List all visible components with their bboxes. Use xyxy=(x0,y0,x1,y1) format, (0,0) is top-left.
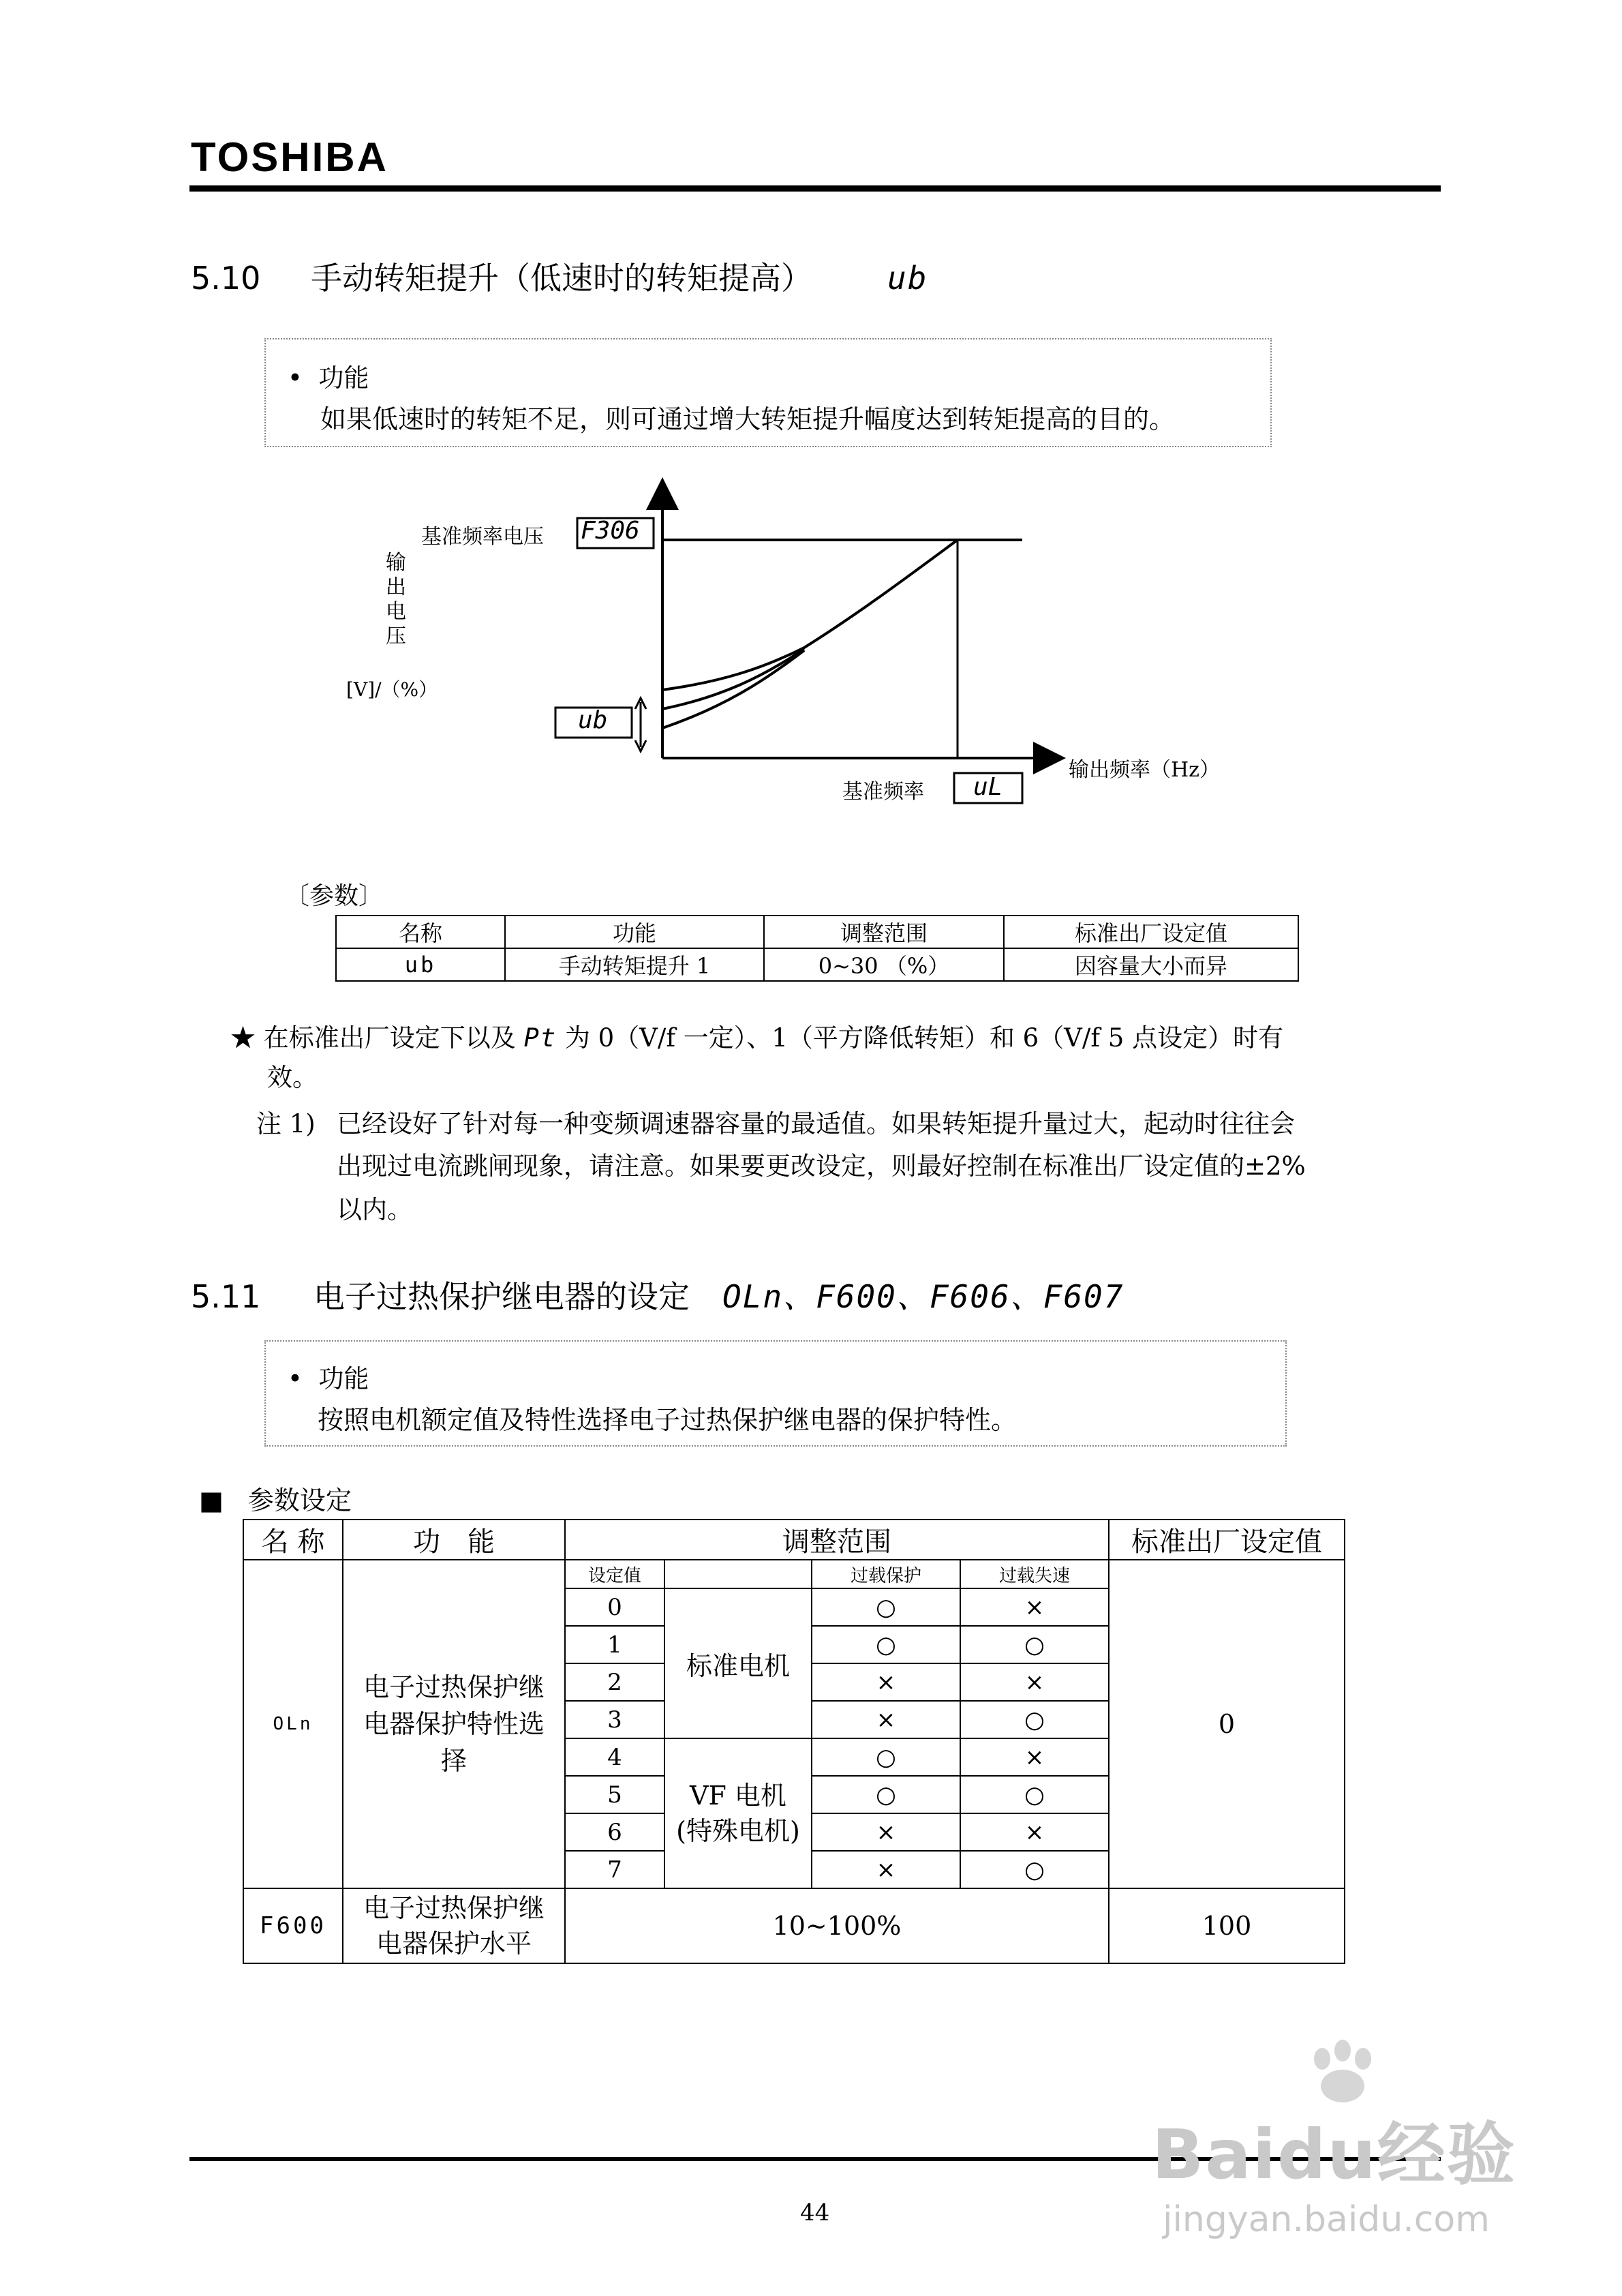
boost-curve-high xyxy=(662,540,958,690)
subheader-group xyxy=(664,1560,812,1588)
table-header-row xyxy=(336,916,1298,948)
header-function: 功 能 xyxy=(343,1520,565,1560)
cell-range: 0~30 （%） xyxy=(764,948,1004,981)
note-line-3: 以内。 xyxy=(337,1195,412,1224)
stall-mark: ○ xyxy=(960,1701,1109,1738)
header-range: 调整范围 xyxy=(764,916,1004,948)
page-number: 44 xyxy=(800,2199,830,2226)
overload-mark: ○ xyxy=(812,1588,960,1626)
function-description: 按照电机额定值及特性选择电子过热保护继电器的保护特性。 xyxy=(318,1405,1017,1435)
setting-value: 2 xyxy=(565,1663,664,1701)
ul-code: uL xyxy=(973,773,1003,801)
overload-mark: × xyxy=(812,1813,960,1851)
base-frequency-label: 基准频率 xyxy=(842,780,924,804)
stall-mark: ○ xyxy=(960,1776,1109,1813)
watermark-url: jingyan.baidu.com xyxy=(1163,2199,1490,2240)
setting-value: 6 xyxy=(565,1813,664,1851)
stall-mark: ○ xyxy=(960,1851,1109,1888)
y-axis-label: 输 出 电 压 xyxy=(386,551,406,648)
parameter-table-2 xyxy=(243,1519,1345,1964)
setting-value: 5 xyxy=(565,1776,664,1813)
parameter-code: ub xyxy=(887,260,928,297)
table-row xyxy=(336,948,1298,981)
function-box-1 xyxy=(264,338,1272,447)
section-title-text: 电子过热保护继电器的设定 xyxy=(313,1278,690,1315)
function-description: 如果低速时的转矩不足，则可通过增大转矩提升幅度达到转矩提高的目的。 xyxy=(320,404,1176,434)
stall-mark: × xyxy=(960,1813,1109,1851)
overload-mark: × xyxy=(812,1663,960,1701)
table-subheader-row xyxy=(243,1560,1345,1588)
function-heading: • 功能 xyxy=(288,363,369,393)
ub-code: ub xyxy=(578,706,608,734)
star-note-line-2: 效。 xyxy=(267,1063,318,1092)
f306-code: F306 xyxy=(581,517,640,545)
note-line-2: 出现过电流跳闸现象，请注意。如果要更改设定，则最好控制在标准出厂设定值的±2% xyxy=(337,1151,1306,1181)
cell-name: ub xyxy=(336,948,505,981)
pt-code: Pt xyxy=(523,1023,557,1053)
square-bullet-icon: ■ xyxy=(199,1485,224,1515)
param-setting-heading: ■ 参数设定 xyxy=(199,1485,352,1515)
parameter-caption: 〔参数〕 xyxy=(285,882,384,910)
oln-default-cell: 0 xyxy=(1109,1560,1345,1888)
function-box-2 xyxy=(264,1340,1287,1447)
section-5-11-title xyxy=(191,1272,1124,1317)
brand-logo: TOSHIBA xyxy=(191,134,388,180)
table-header-row xyxy=(243,1520,1345,1560)
subheader-overload: 过载保护 xyxy=(812,1560,960,1588)
parameter-codes: OLn、F600、F606、F607 xyxy=(722,1278,1124,1315)
overload-mark: ○ xyxy=(812,1626,960,1663)
x-axis-label: 输出频率（Hz） xyxy=(1069,758,1220,782)
setting-value: 0 xyxy=(565,1588,664,1626)
header-function: 功能 xyxy=(505,916,764,948)
oln-function-cell: 电子过热保护继电器保护特性选择 xyxy=(343,1560,565,1888)
oln-name-cell: OLn xyxy=(243,1560,343,1888)
f600-name-cell: F600 xyxy=(243,1888,343,1963)
note-line-1: 已经设好了针对每一种变频调速器容量的最适值。如果转矩提升量过大，起动时往往会 xyxy=(337,1109,1295,1138)
header-name: 名称 xyxy=(336,916,505,948)
stall-mark: × xyxy=(960,1663,1109,1701)
setting-value: 4 xyxy=(565,1738,664,1776)
star-note-line-1: ★ 在标准出厂设定下以及 Pt 为 0（V/f 一定）、1（平方降低转矩）和 6（V/f 5 点设定）时有 xyxy=(230,1023,1284,1053)
cell-default: 因容量大小而异 xyxy=(1004,948,1298,981)
header-range: 调整范围 xyxy=(565,1520,1109,1560)
header-default: 标准出厂设定值 xyxy=(1004,916,1298,948)
stall-mark: × xyxy=(960,1588,1109,1626)
section-title-text: 手动转矩提升（低速时的转矩提高） xyxy=(311,260,812,297)
header-name: 名 称 xyxy=(243,1520,343,1560)
base-voltage-label: 基准频率电压 xyxy=(421,525,544,549)
watermark-logo: Baidu经验 xyxy=(1152,2115,1516,2194)
setting-value: 7 xyxy=(565,1851,664,1888)
overload-mark: × xyxy=(812,1701,960,1738)
overload-mark: ○ xyxy=(812,1738,960,1776)
header-rule xyxy=(189,185,1441,192)
stall-mark: × xyxy=(960,1738,1109,1776)
stall-mark: ○ xyxy=(960,1626,1109,1663)
overload-mark: ○ xyxy=(812,1776,960,1813)
subheader-stall: 过载失速 xyxy=(960,1560,1109,1588)
section-5-10-title xyxy=(191,254,928,299)
cell-function: 手动转矩提升 1 xyxy=(505,948,764,981)
subheader-value: 设定值 xyxy=(565,1560,664,1588)
f600-range-cell: 10~100% xyxy=(565,1888,1109,1963)
setting-value: 1 xyxy=(565,1626,664,1663)
overload-mark: × xyxy=(812,1851,960,1888)
section-number: 5.11 xyxy=(191,1278,261,1315)
paw-watermark-icon xyxy=(1302,2038,1383,2106)
setting-value: 3 xyxy=(565,1701,664,1738)
table-row-f600 xyxy=(243,1888,1345,1963)
parameter-table-1 xyxy=(335,915,1299,982)
group-vf-motor: VF 电机 (特殊电机) xyxy=(664,1738,812,1888)
header-default: 标准出厂设定值 xyxy=(1109,1520,1345,1560)
f600-function-cell: 电子过热保护继电器保护水平 xyxy=(343,1888,565,1963)
star-icon: ★ xyxy=(230,1023,256,1053)
section-number: 5.10 xyxy=(191,260,261,297)
f600-default-cell: 100 xyxy=(1109,1888,1345,1963)
note-label: 注 1) xyxy=(256,1109,316,1138)
function-heading: • 功能 xyxy=(288,1364,369,1393)
group-standard-motor: 标准电机 xyxy=(664,1588,812,1738)
y-axis-unit: [V]/（%） xyxy=(346,678,438,701)
